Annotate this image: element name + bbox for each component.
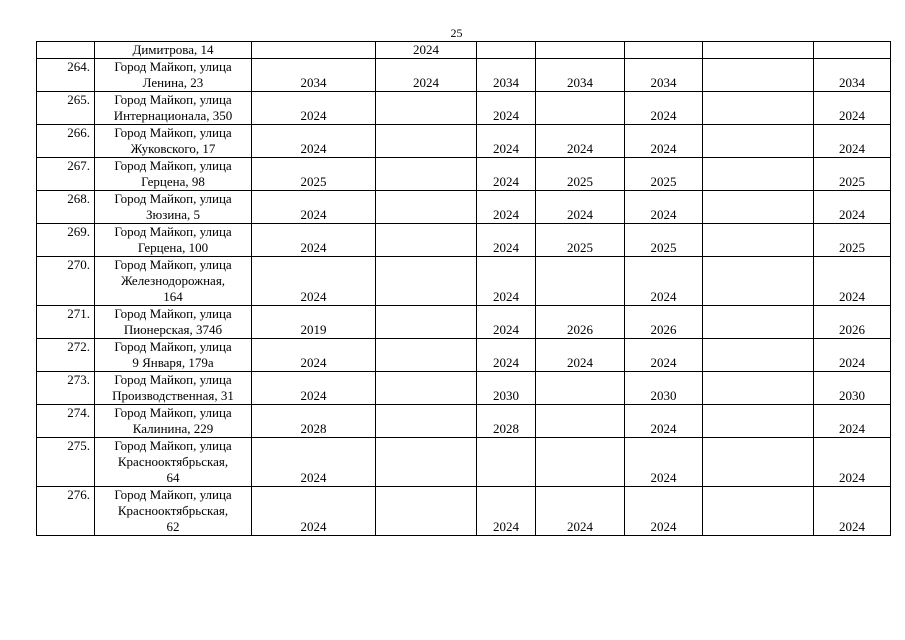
address-line: Город Майкоп, улица	[114, 487, 232, 502]
year-cell: 2034	[477, 59, 536, 92]
year-cell: 2024	[252, 125, 376, 158]
year-cell: 2024	[477, 306, 536, 339]
address-line: Город Майкоп, улица	[114, 372, 232, 387]
address-line: Железнодорожная,	[120, 273, 226, 288]
year-cell: 2024	[252, 487, 376, 536]
address-cell	[95, 257, 252, 306]
year-cell: 2024	[477, 257, 536, 306]
page-number: 25	[450, 26, 463, 40]
year-cell	[376, 92, 477, 125]
year-cell: 2024	[536, 487, 625, 536]
address-line: Краснооктябрьская,	[117, 454, 229, 469]
table-row	[37, 339, 891, 372]
year-cell	[625, 42, 703, 59]
year-cell	[536, 257, 625, 306]
year-cell: 2025	[625, 158, 703, 191]
table-row	[37, 487, 891, 536]
address-line: Город Майкоп, улица	[114, 158, 232, 173]
year-cell	[814, 42, 891, 59]
row-number-cell: 274.	[37, 405, 95, 438]
address-line: Город Майкоп, улица	[114, 405, 232, 420]
year-cell: 2026	[814, 306, 891, 339]
year-cell	[376, 224, 477, 257]
address-line: Город Майкоп, улица	[114, 59, 232, 74]
year-cell	[376, 405, 477, 438]
address-line: Город Майкоп, улица	[114, 92, 232, 107]
year-cell	[536, 92, 625, 125]
row-number-cell: 267.	[37, 158, 95, 191]
year-cell: 2024	[477, 339, 536, 372]
address-line: Интернационала, 350	[113, 108, 233, 123]
year-cell	[703, 92, 814, 125]
row-number-cell: 271.	[37, 306, 95, 339]
year-cell: 2024	[814, 438, 891, 487]
year-cell: 2025	[536, 158, 625, 191]
year-cell: 2028	[477, 405, 536, 438]
year-cell: 2026	[536, 306, 625, 339]
address-line: Город Майкоп, улица	[114, 306, 232, 321]
address-cell	[95, 191, 252, 224]
table-row	[37, 125, 891, 158]
table-row	[37, 59, 891, 92]
year-cell: 2024	[252, 224, 376, 257]
table-row	[37, 438, 891, 487]
table-row	[37, 224, 891, 257]
year-cell	[376, 339, 477, 372]
year-cell: 2024	[252, 438, 376, 487]
address-cell	[95, 487, 252, 536]
year-cell: 2030	[814, 372, 891, 405]
year-cell: 2034	[625, 59, 703, 92]
address-line: Город Майкоп, улица	[114, 191, 232, 206]
year-cell: 2024	[625, 92, 703, 125]
year-cell: 2024	[814, 487, 891, 536]
table-row	[37, 405, 891, 438]
address-cell	[95, 125, 252, 158]
row-number-cell: 266.	[37, 125, 95, 158]
year-cell: 2025	[252, 158, 376, 191]
address-line: 62	[166, 519, 180, 534]
year-cell: 2024	[625, 438, 703, 487]
year-cell	[376, 438, 477, 487]
year-cell	[376, 372, 477, 405]
address-line: 64	[166, 470, 180, 485]
year-cell: 2024	[536, 125, 625, 158]
address-cell	[95, 92, 252, 125]
year-cell	[376, 306, 477, 339]
address-line: Город Майкоп, улица	[114, 339, 232, 354]
year-cell	[536, 438, 625, 487]
year-cell: 2034	[252, 59, 376, 92]
year-cell: 2024	[625, 191, 703, 224]
row-number-cell: 276.	[37, 487, 95, 536]
year-cell	[252, 42, 376, 59]
year-cell	[477, 438, 536, 487]
year-cell	[536, 372, 625, 405]
address-line: Герцена, 100	[137, 240, 209, 255]
address-line: Димитрова, 14	[132, 42, 214, 57]
year-cell	[703, 191, 814, 224]
year-cell: 2025	[625, 224, 703, 257]
year-cell: 2024	[814, 339, 891, 372]
address-cell	[95, 158, 252, 191]
year-cell: 2026	[625, 306, 703, 339]
year-cell: 2024	[477, 92, 536, 125]
year-cell: 2024	[536, 339, 625, 372]
year-cell	[703, 487, 814, 536]
row-number-cell: 272.	[37, 339, 95, 372]
year-cell: 2024	[814, 191, 891, 224]
row-number-cell	[37, 42, 95, 59]
year-cell: 2024	[477, 487, 536, 536]
row-number-cell: 265.	[37, 92, 95, 125]
year-cell	[703, 257, 814, 306]
year-cell: 2024	[477, 191, 536, 224]
year-cell: 2024	[252, 372, 376, 405]
year-cell	[703, 224, 814, 257]
year-cell: 2024	[477, 158, 536, 191]
year-cell: 2024	[376, 42, 477, 59]
table-row	[37, 372, 891, 405]
table-row	[37, 306, 891, 339]
row-number-cell: 264.	[37, 59, 95, 92]
year-cell: 2024	[814, 125, 891, 158]
address-cell	[95, 372, 252, 405]
year-cell: 2024	[252, 191, 376, 224]
table-row-continued	[37, 42, 891, 59]
year-cell: 2024	[814, 257, 891, 306]
year-cell	[477, 42, 536, 59]
address-line: 9 Января, 179а	[132, 355, 214, 370]
year-cell	[703, 125, 814, 158]
row-number-cell: 275.	[37, 438, 95, 487]
year-cell: 2024	[477, 125, 536, 158]
address-line: Зюзина, 5	[145, 207, 201, 222]
address-line: Город Майкоп, улица	[114, 257, 232, 272]
table-row	[37, 158, 891, 191]
year-cell	[376, 125, 477, 158]
address-line: Пионерская, 374б	[123, 322, 223, 337]
address-line: Краснооктябрьская,	[117, 503, 229, 518]
year-cell: 2025	[814, 158, 891, 191]
row-number-cell: 268.	[37, 191, 95, 224]
year-cell	[703, 42, 814, 59]
row-number-cell: 270.	[37, 257, 95, 306]
year-cell	[376, 158, 477, 191]
year-cell	[376, 257, 477, 306]
year-cell: 2024	[477, 224, 536, 257]
building-registry-table	[36, 41, 891, 536]
year-cell: 2024	[625, 125, 703, 158]
address-cell	[95, 59, 252, 92]
address-line: Город Майкоп, улица	[114, 125, 232, 140]
year-cell	[703, 306, 814, 339]
year-cell	[536, 405, 625, 438]
year-cell	[376, 487, 477, 536]
year-cell: 2025	[536, 224, 625, 257]
address-cell	[95, 405, 252, 438]
year-cell: 2024	[625, 487, 703, 536]
year-cell: 2030	[477, 372, 536, 405]
year-cell	[703, 158, 814, 191]
year-cell: 2024	[625, 405, 703, 438]
year-cell: 2024	[252, 92, 376, 125]
address-line: Город Майкоп, улица	[114, 224, 232, 239]
year-cell	[536, 42, 625, 59]
year-cell: 2024	[814, 92, 891, 125]
address-cell	[95, 306, 252, 339]
address-cell	[95, 224, 252, 257]
year-cell: 2024	[252, 257, 376, 306]
year-cell: 2024	[625, 257, 703, 306]
year-cell	[703, 372, 814, 405]
year-cell	[703, 339, 814, 372]
year-cell	[376, 191, 477, 224]
table-row	[37, 92, 891, 125]
year-cell: 2024	[814, 405, 891, 438]
table-row	[37, 191, 891, 224]
year-cell	[703, 405, 814, 438]
year-cell: 2034	[536, 59, 625, 92]
address-line: 164	[163, 289, 183, 304]
address-line: Жуковского, 17	[130, 141, 216, 156]
address-line: Город Майкоп, улица	[114, 438, 232, 453]
row-number-cell: 269.	[37, 224, 95, 257]
year-cell: 2024	[376, 59, 477, 92]
row-number-cell: 273.	[37, 372, 95, 405]
address-line: Калинина, 229	[132, 421, 214, 436]
year-cell: 2024	[536, 191, 625, 224]
year-cell: 2024	[252, 339, 376, 372]
address-line: Производственная, 31	[112, 388, 234, 403]
year-cell: 2034	[814, 59, 891, 92]
year-cell: 2028	[252, 405, 376, 438]
address-cell	[95, 42, 252, 59]
address-cell	[95, 339, 252, 372]
year-cell: 2019	[252, 306, 376, 339]
address-line: Ленина, 23	[142, 75, 204, 90]
year-cell	[703, 59, 814, 92]
year-cell: 2024	[625, 339, 703, 372]
address-line: Герцена, 98	[141, 174, 205, 189]
year-cell	[703, 438, 814, 487]
table-row	[37, 257, 891, 306]
year-cell: 2030	[625, 372, 703, 405]
address-cell	[95, 438, 252, 487]
year-cell: 2025	[814, 224, 891, 257]
